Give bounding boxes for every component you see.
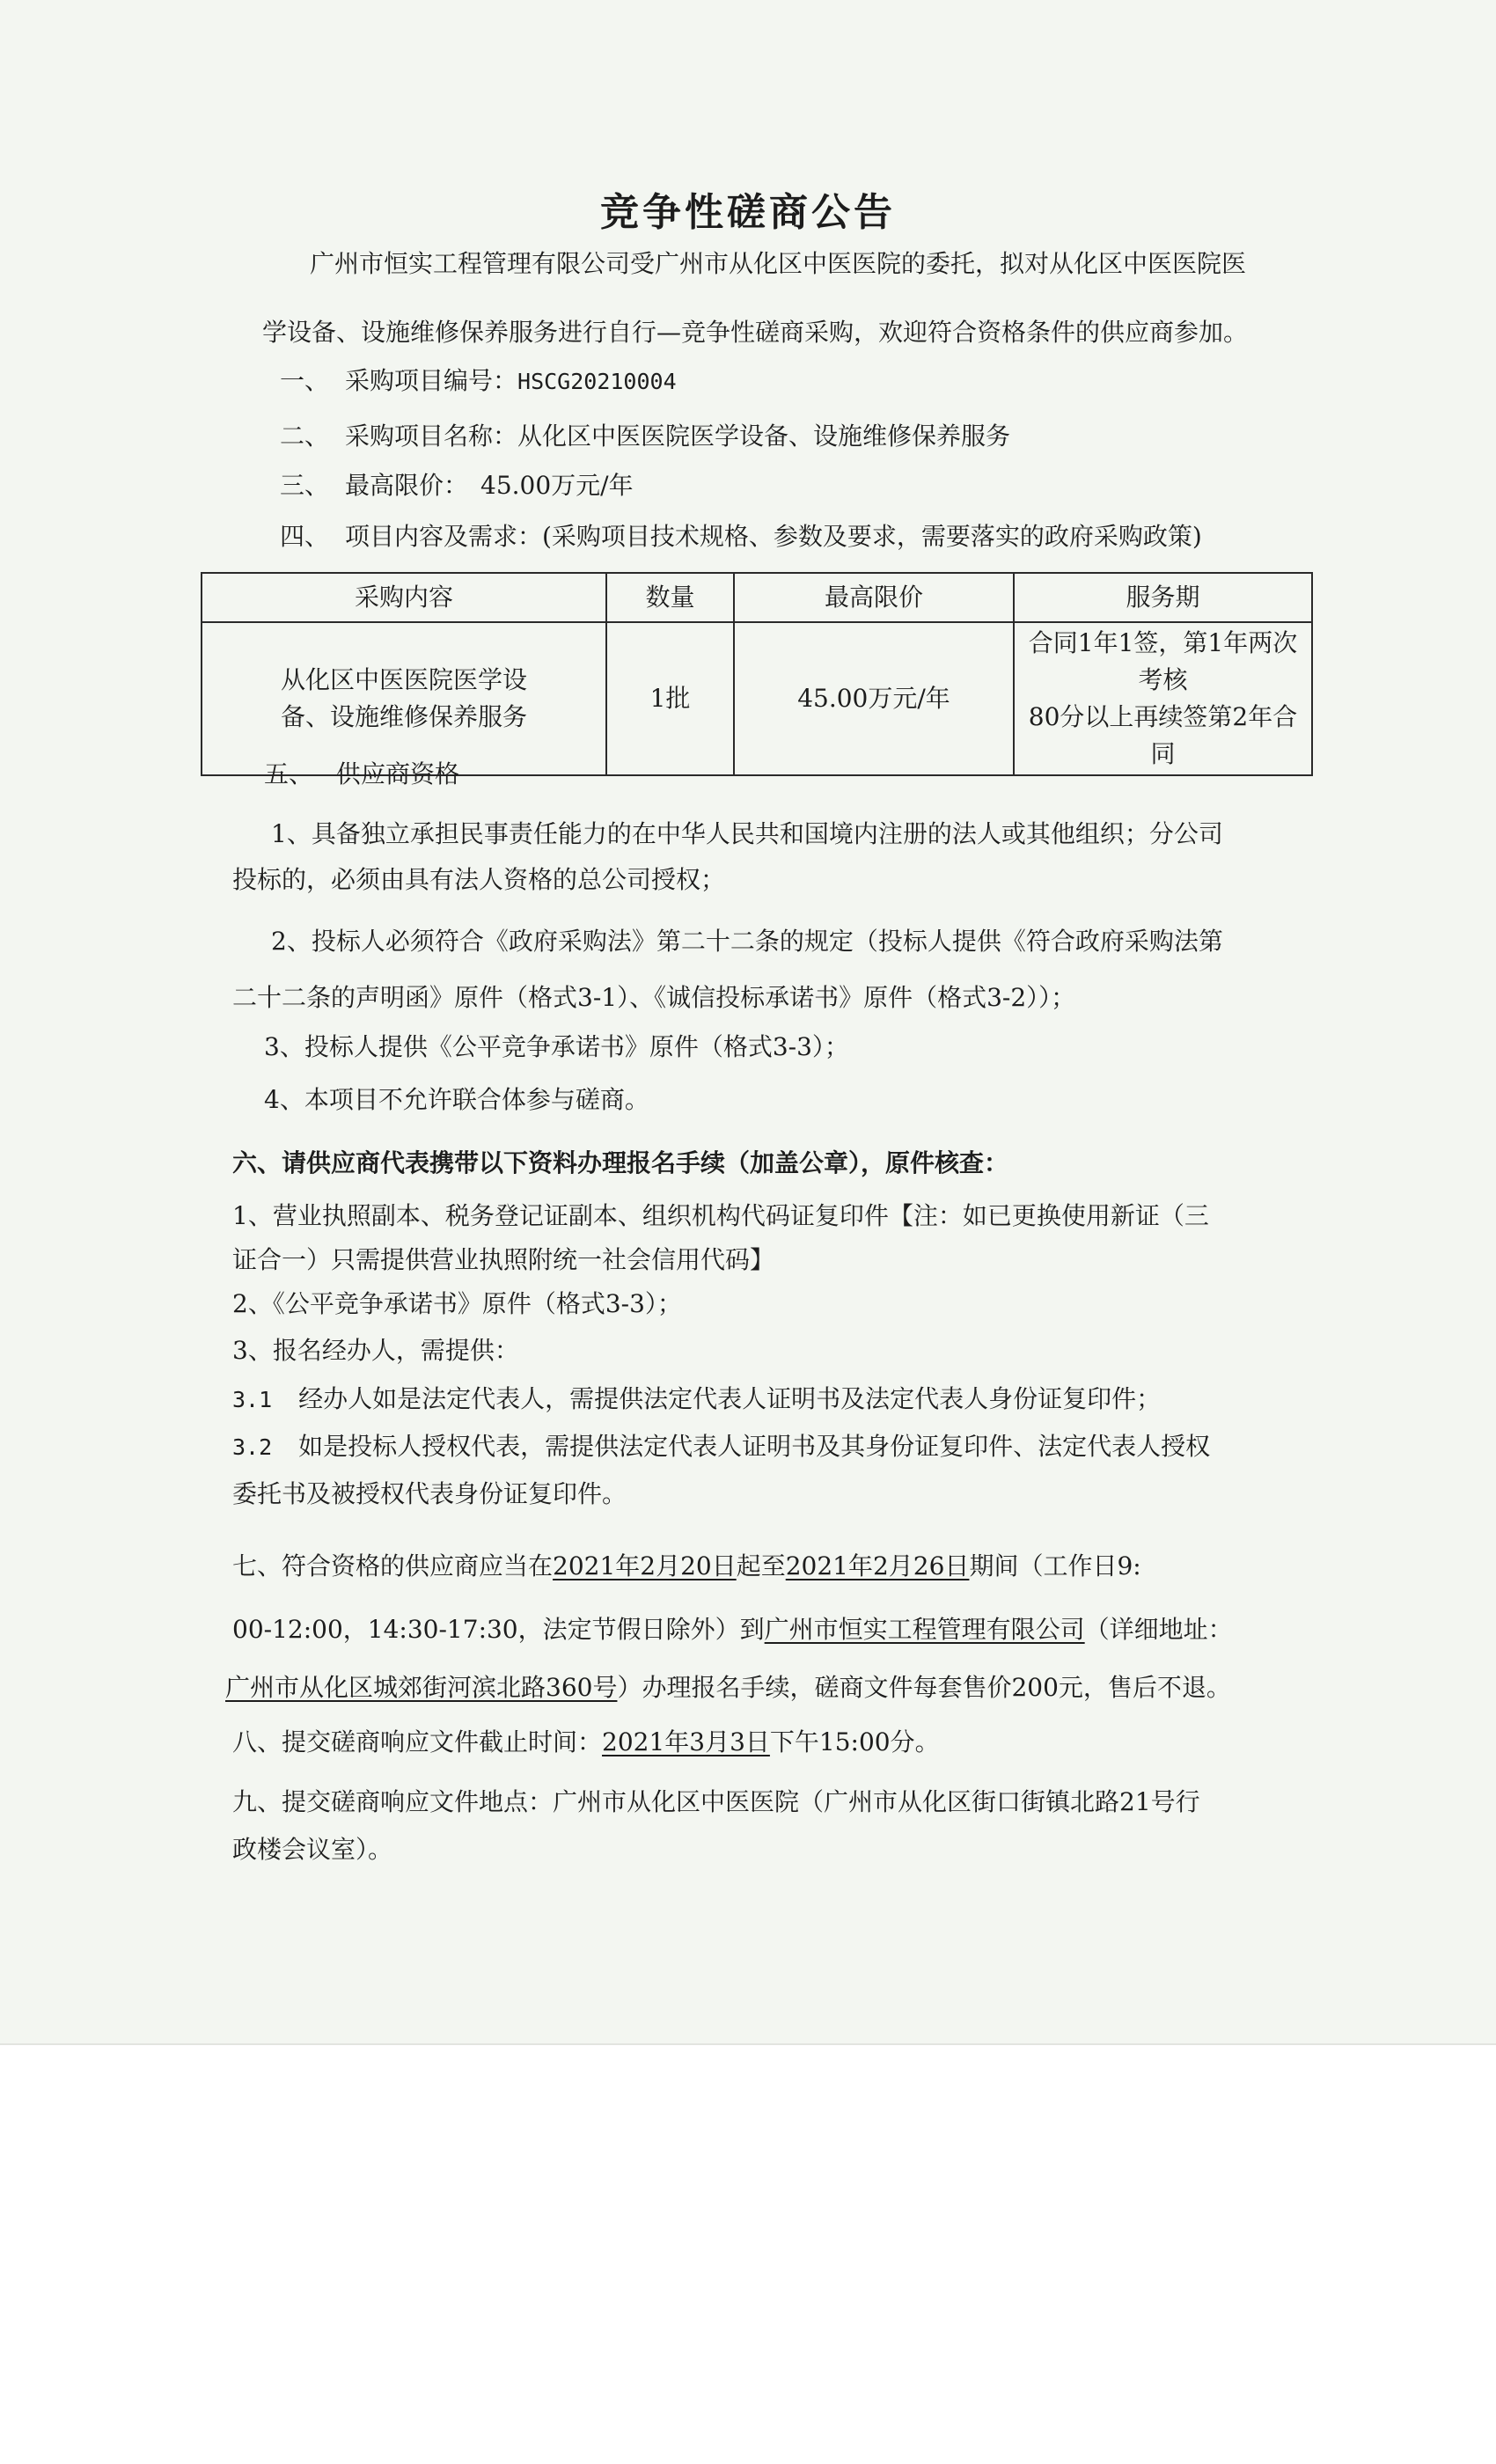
document-title: 竞争性磋商公告 [600,190,896,235]
item-three-text [345,468,634,503]
section7-text-b: 起至 [736,1551,786,1580]
section5-p4: 4、本项目不允许联合体参与磋商。 [264,1085,649,1114]
item-four-label: 四、 [280,522,330,551]
section5-p1-line-1: 1、具备独立承担民事责任能力的在中华人民共和国境内注册的法人或其他组织；分公司 [271,819,1223,848]
cell-period-line-2: 80分以上再续签第2年合同 [1028,702,1298,768]
section9-line-1: 九、提交磋商响应文件地点：广州市从化区中医医院（广州市从化区街口街镇北路21号行 [232,1787,1200,1816]
header-period: 服务期 [1014,573,1312,622]
item-two-text: 采购项目名称：从化区中医医院医学设备、设施维修保养服务 [345,422,1011,451]
section5-p1-line-2: 投标的，必须由具有法人资格的总公司授权； [232,865,726,894]
header-price: 最高限价 [734,573,1014,622]
agency-address: 广州市从化区城郊街河滨北路360号 [225,1673,618,1702]
cell-content [202,622,606,775]
section7-text-a: 七、符合资格的供应商应当在 [232,1551,554,1580]
intro-line-1: 广州市恒实工程管理有限公司受广州市从化区中医医院的委托，拟对从化区中医医院医 [310,249,1247,278]
section6-p31-text: 经办人如是法定代表人，需提供法定代表人证明书及法定代表人身份证复印件； [298,1384,1162,1413]
scan-bottom-edge [0,2043,1496,2045]
section7-line-1 [232,1549,1141,1584]
cell-period-line-1: 合同1年1签，第1年两次考核 [1028,628,1298,694]
procurement-table [201,572,1313,776]
agency-name: 广州市恒实工程管理有限公司 [764,1615,1085,1644]
section5-p2-line-2: 二十二条的声明函》原件（格式3-1）、《诚信投标承诺书》原件（格式3-2））； [232,983,1076,1012]
section7-text-c: 期间（工作日9: [969,1551,1141,1580]
section6-p32-line-2: 委托书及被授权代表身份证复印件。 [232,1479,627,1508]
section6-p1-line-2: 证合一）只需提供营业执照附统一社会信用代码】 [232,1245,775,1274]
item-three-caption: 最高限价： [345,471,469,500]
section7-address-label: （详细地址： [1084,1615,1233,1644]
header-content: 采购内容 [202,573,606,622]
section6-p2: 2、《公平竞争承诺书》原件（格式3-3）； [232,1289,682,1318]
section6-p32 [232,1429,1210,1465]
section5-label: 五、 [264,759,314,788]
item-one-caption: 采购项目编号： [345,366,518,395]
section5-heading: 供应商资格 [336,759,460,788]
deadline-date: 2021年3月3日 [602,1727,770,1756]
cell-content-line-1: 从化区中医医院医学设 [280,665,527,694]
section6-p31 [232,1382,1161,1418]
item-one-label: 一、 [280,366,330,395]
section7-fee-text: ）办理报名手续，磋商文件每套售价200元，售后不退。 [617,1673,1231,1702]
project-number: HSCG20210004 [517,369,677,394]
item-three-label: 三、 [280,471,330,500]
section5-p3: 3、投标人提供《公平竞争承诺书》原件（格式3-3）； [264,1032,849,1061]
registration-end-date: 2021年2月26日 [785,1551,970,1580]
section6-heading: 六、请供应商代表携带以下资料办理报名手续（加盖公章），原件核查： [232,1148,1009,1177]
item-one-text [345,363,677,400]
cell-price: 45.00万元/年 [734,622,1014,775]
section8-text-a: 八、提交磋商响应文件截止时间： [232,1727,603,1756]
section6-p31-number: 3.1 [232,1387,273,1412]
section7-hours: 00-12:00，14:30-17:30，法定节假日除外）到 [232,1615,765,1644]
section9-line-2: 政楼会议室）。 [232,1835,393,1864]
section6-p32-number: 3.2 [232,1434,273,1460]
section8-text-b: 下午15:00分。 [769,1727,940,1756]
section6-p32-text: 如是投标人授权代表，需提供法定代表人证明书及其身份证复印件、法定代表人授权 [298,1432,1211,1461]
item-two-label: 二、 [280,422,330,451]
section7-line-2 [232,1612,1233,1647]
table-header-row [202,573,1312,622]
section6-p3: 3、报名经办人，需提供： [232,1336,519,1365]
table-row [202,622,1312,775]
cell-period [1014,622,1312,775]
intro-line-2: 学设备、设施维修保养服务进行自行—竞争性磋商采购，欢迎符合资格条件的供应商参加。 [262,318,1249,347]
section5-p2-line-1: 2、投标人必须符合《政府采购法》第二十二条的规定（投标人提供《符合政府采购法第 [271,927,1223,956]
cell-quantity: 1批 [606,622,734,775]
section8-line [232,1725,940,1760]
registration-start-date: 2021年2月20日 [553,1551,737,1580]
max-price: 45.00万元/年 [480,471,634,500]
cell-content-line-2: 备、设施维修保养服务 [280,702,527,731]
section6-p1-line-1: 1、营业执照副本、税务登记证副本、组织机构代码证复印件【注：如已更换使用新证（三 [232,1201,1209,1230]
header-quantity: 数量 [606,573,734,622]
item-four-text: 项目内容及需求：(采购项目技术规格、参数及要求，需要落实的政府采购政策) [345,522,1202,551]
section7-line-3 [225,1670,1231,1705]
